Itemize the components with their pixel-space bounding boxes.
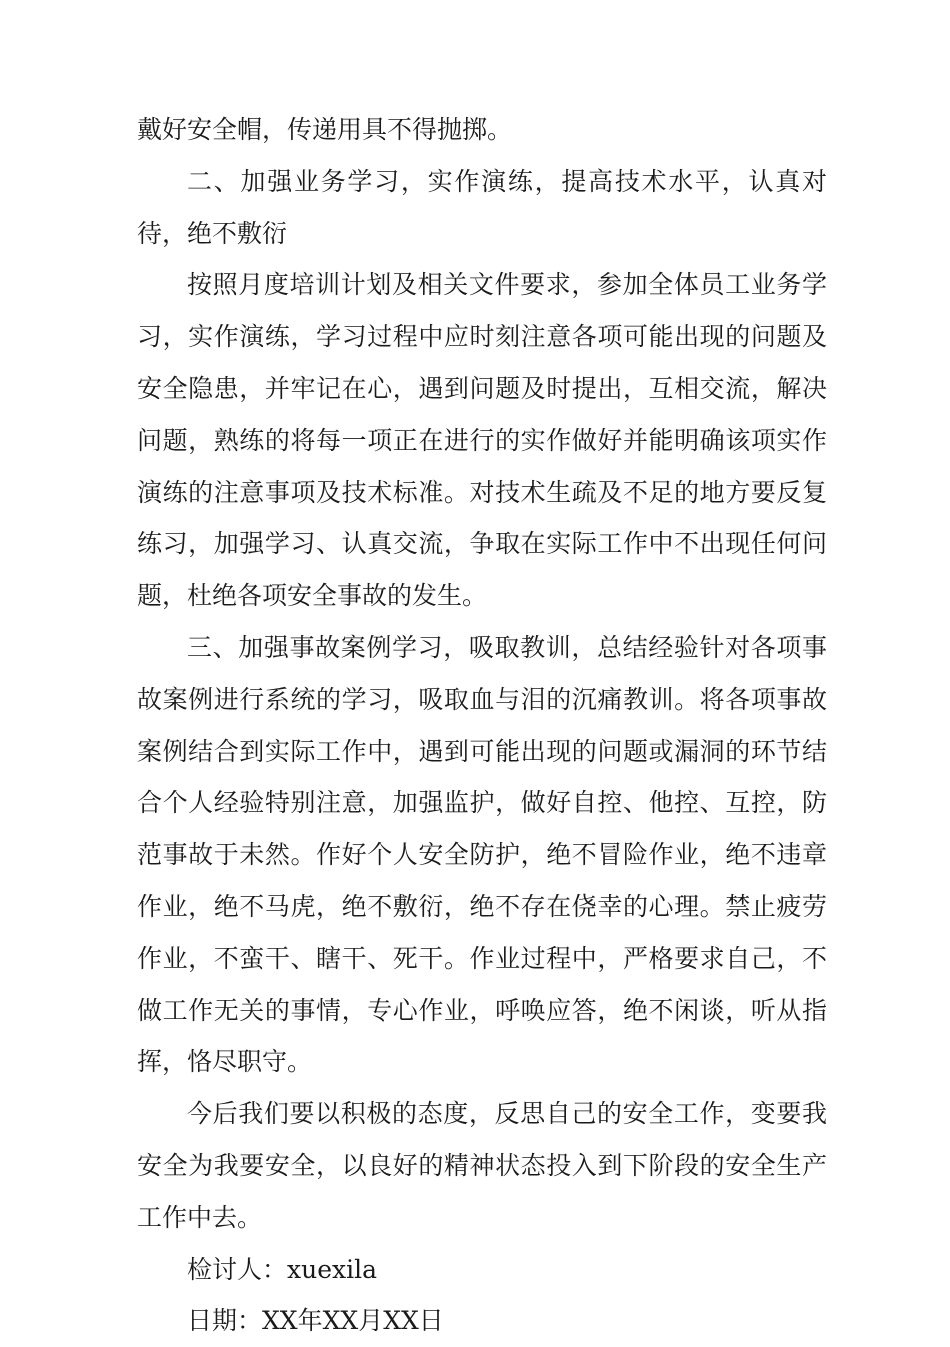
section-heading-two: 二、加强业务学习，实作演练，提高技术水平，认真对待，绝不敷衍 <box>137 166 827 248</box>
paragraph-training: 按照月度培训计划及相关文件要求，参加全体员工业务学习，实作演练，学习过程中应时刻注意各项可能出现的问题及安全隐患，并牢记在心，遇到问题及时提出，互相交流，解决问题，熟练的将每一项正在进行的实作做好并能明确该项实作演练的注意事项及技术标准。对技术生疏及不足的地方要反复练习，加强学习、认真交流，争取在实际工作中不出现任何问题，杜绝各项安全事故的发生。 <box>137 270 827 611</box>
signature-date: 日期：XX年XX月XX日 <box>187 1306 444 1336</box>
document-body <box>137 104 827 1347</box>
signature-reviewer: 检讨人：xuexila <box>187 1254 377 1284</box>
section-three-paragraph: 三、加强事故案例学习，吸取教训，总结经验针对各项事故案例进行系统的学习，吸取血与泪的沉痛教训。将各项事故案例结合到实际工作中，遇到可能出现的问题或漏洞的环节结合个人经验特别注意，加强监护，做好自控、他控、互控，防范事故于未然。作好个人安全防护，绝不冒险作业，绝不违章作业，绝不马虎，绝不敷衍，绝不存在侥幸的心理。禁止疲劳作业，不蛮干、瞎干、死干。作业过程中，严格要求自己，不做工作无关的事情，专心作业，呼唤应答，绝不闲谈，听从指挥，恪尽职守。 <box>137 632 827 1077</box>
paragraph-conclusion: 今后我们要以积极的态度，反思自己的安全工作，变要我安全为我要安全，以良好的精神状态投入到下阶段的安全生产工作中去。 <box>137 1099 827 1232</box>
paragraph-continuation: 戴好安全帽，传递用具不得抛掷。 <box>137 115 513 144</box>
